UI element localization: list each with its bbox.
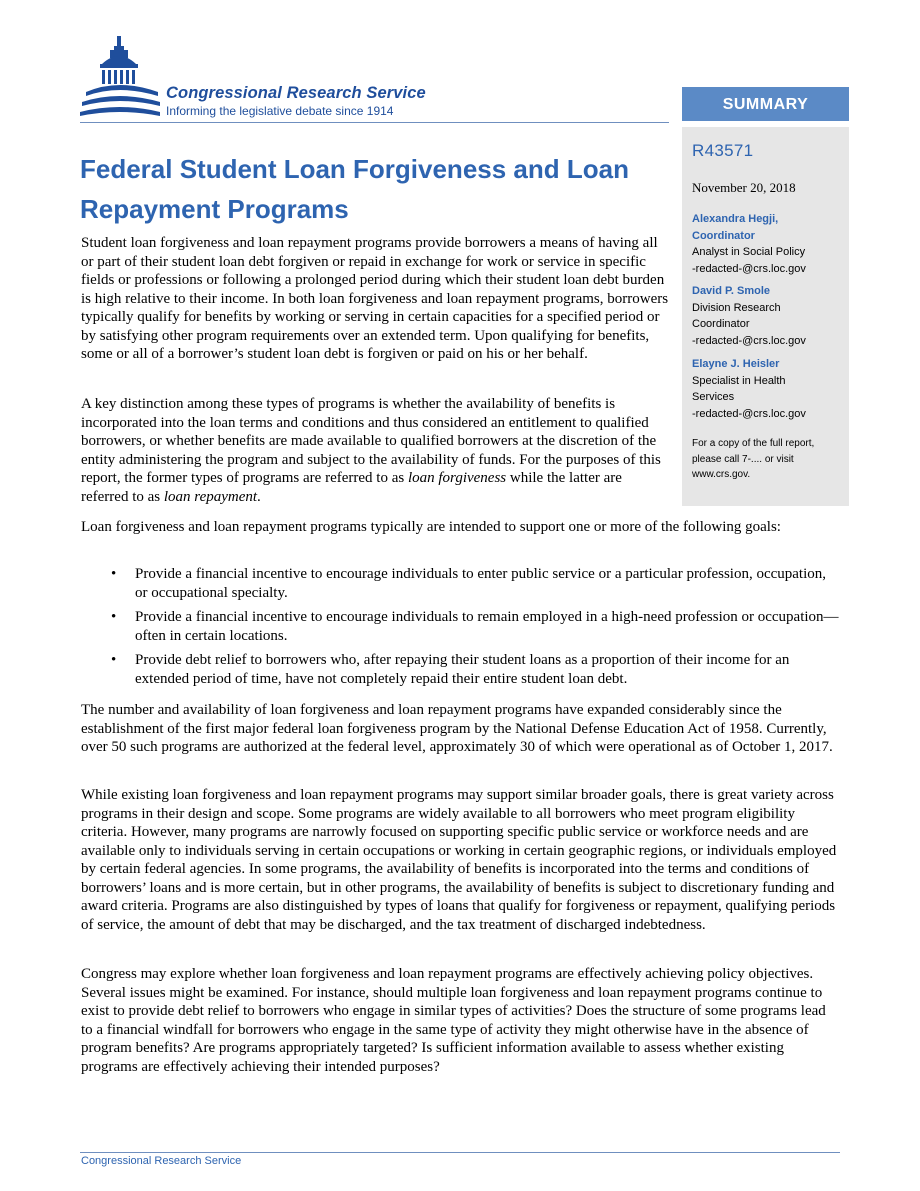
author-title: Specialist in Health bbox=[692, 374, 786, 387]
copy-note-line: www.crs.gov. bbox=[692, 469, 751, 480]
page-title: Federal Student Loan Forgiveness and Loan Repayment Programs bbox=[80, 154, 629, 224]
author-name: Alexandra Hegji, bbox=[692, 213, 779, 225]
paragraph-goals-intro: Loan forgiveness and loan repayment programs typically are intended to support one or more of the following goals: bbox=[81, 519, 781, 535]
paragraph-variety: While existing loan forgiveness and loan repayment programs may support similar broader goals, there is great variety across programs in their design and scope. Some programs are widely available to all borrowers who meet program eligibility criteria. However, many programs are narrowly focused on supporting specific public service or workforce needs and are available only to individuals serving in certain occupations or working in certain geographic regions, or individuals employed by certain federal agencies. In some programs, the availability of benefits is incorporated into the terms and conditions of borrowers’ loans and is more certain, but in other programs, the availability of benefits is subject to discretionary funding and award criteria. Programs are also distinguished by types of loans that qualify for forgiveness or repayment, qualifying periods of service, the amount of debt that may be discharged, and the tax treatment of discharged indebtedness. bbox=[81, 787, 837, 933]
copy-note-line: please call 7-.... or visit bbox=[692, 453, 794, 465]
author-block bbox=[692, 211, 839, 277]
bullet-icon: • bbox=[111, 566, 117, 582]
list-item-text: Provide a financial incentive to encourage individuals to enter public service or a particular profession, occupation, or occupational specialty. bbox=[135, 566, 827, 601]
author-title: Coordinator bbox=[692, 318, 750, 330]
term-loan-repayment: loan repayment bbox=[163, 488, 258, 505]
list-item-text: Provide debt relief to borrowers who, after repaying their student loans as a proportion of their income for an extended period of time, have not completely repaid their entire student loan debt. bbox=[135, 652, 790, 687]
footer-text: Congressional Research Service bbox=[81, 1155, 242, 1167]
paragraph-history: The number and availability of loan forgiveness and loan repayment programs have expanded considerably since the establishment of the first major federal loan forgiveness program by the National Defense Education Act of 1958. Currently, over 50 such programs are authorized at the federal level, approximately 30 of which were operational as of October 1, 2017. bbox=[81, 702, 833, 755]
author-role: Coordinator bbox=[692, 229, 755, 242]
crs-logo bbox=[80, 34, 480, 124]
author-block bbox=[692, 283, 839, 349]
paragraph-text: while the latter are referred to as bbox=[81, 470, 622, 505]
author-title: Division Research bbox=[692, 301, 781, 314]
footer-divider bbox=[80, 1152, 840, 1153]
list-item bbox=[81, 608, 841, 645]
list-item-text: Provide a financial incentive to encourage individuals to remain employed in a high-need profession or occupation—often in certain locations. bbox=[135, 609, 839, 644]
author-title: Analyst in Social Policy bbox=[692, 246, 806, 258]
paragraph-text: . bbox=[257, 488, 261, 505]
author-block bbox=[692, 356, 839, 422]
author-email: -redacted-@crs.loc.gov bbox=[692, 407, 806, 420]
author-name: David P. Smole bbox=[692, 285, 771, 297]
summary-label: SUMMARY bbox=[682, 87, 849, 121]
copy-note-line: For a copy of the full report, bbox=[692, 438, 815, 449]
paragraph-intro: Student loan forgiveness and loan repayment programs provide borrowers a means of having all or part of their student loan debt forgiven or repaid in exchange for work or service in specific fields or professions or following a prolonged period during which their student loan debt burden is high relative to their income. In both loan forgiveness and loan repayment programs, borrowers typically qualify for benefits by working or serving in certain capacities for a specified period or by satisfying other program requirements over an extended term. Upon qualifying for benefits, some or all of a borrower’s student loan debt is forgiven or paid on his or her behalf. bbox=[81, 235, 669, 362]
paragraph-text: A key distinction among these types of programs is whether the availability of benefits is incorporated into the loan terms and conditions and thus considered an entitlement to qualified borrowers, or whether benefits are made available to qualified borrowers at the discretion of the entity administering the program and subject to the availability of funds. For the purposes of this report, the former types of programs are referred to as bbox=[81, 396, 661, 486]
header-divider bbox=[80, 122, 669, 123]
list-item bbox=[81, 651, 841, 688]
summary-sidebar bbox=[682, 127, 849, 506]
author-name: Elayne J. Heisler bbox=[692, 358, 780, 370]
capitol-dome-icon bbox=[80, 34, 162, 124]
org-name: Congressional Research Service bbox=[166, 84, 426, 102]
paragraph-distinction bbox=[81, 395, 670, 506]
term-loan-forgiveness: loan forgiveness bbox=[407, 470, 507, 486]
paragraph-congress: Congress may explore whether loan forgiveness and loan repayment programs are effectively achieving policy objectives. Several issues might be examined. For instance, should multiple loan forgiveness and loan repayment programs continue to exist to provide debt relief to borrowers who engage in similar types of activities? Does the structure of some programs lead to a financial windfall for borrowers who engage in the same type of activity they might otherwise have in the absence of program benefits? Are programs appropriately targeted? Is sufficient information available to assess whether existing programs are effectively achieving their intended purposes? bbox=[81, 966, 826, 1075]
bullet-icon: • bbox=[111, 652, 117, 668]
org-tagline: Informing the legislative debate since 1914 bbox=[166, 104, 394, 118]
report-date: November 20, 2018 bbox=[692, 180, 796, 195]
author-email: -redacted-@crs.loc.gov bbox=[692, 262, 806, 275]
copy-note bbox=[692, 436, 839, 483]
list-item bbox=[81, 565, 841, 602]
report-number: R43571 bbox=[692, 141, 754, 160]
author-title: Services bbox=[692, 391, 735, 403]
bullet-icon: • bbox=[111, 609, 117, 625]
goals-list bbox=[81, 565, 841, 694]
author-email: -redacted-@crs.loc.gov bbox=[692, 334, 806, 347]
